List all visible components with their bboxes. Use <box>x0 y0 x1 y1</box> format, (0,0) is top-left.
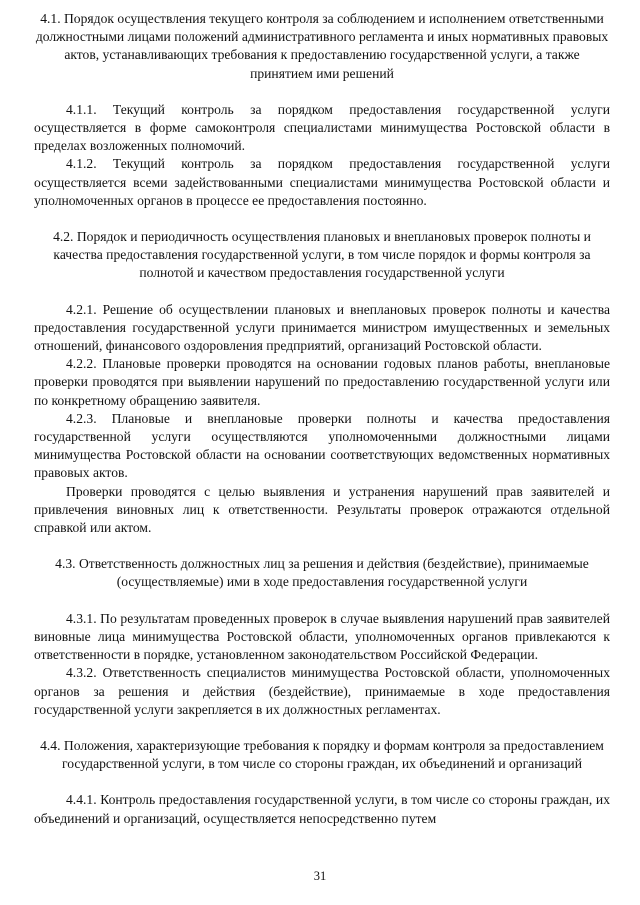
spacer <box>34 210 610 228</box>
paragraph-4-3-2: 4.3.2. Ответственность специалистов минимущества Ростовской области, уполномоченных органов за решения и действия (бездействие), принимаемые в ходе предоставления государственной услуги закрепляется в их должностных регламентах. <box>34 665 610 717</box>
paragraph-4-2-1: 4.2.1. Решение об осуществлении плановых и внеплановых проверок полноты и качества предоставления государственной услуги принимается министром имущественных и земельных отношений, финансового оздоровления предприятий, организаций Ростовской области. <box>34 301 610 354</box>
spacer <box>34 83 610 101</box>
spacer <box>34 283 610 301</box>
spacer <box>34 537 610 555</box>
page-number: 31 <box>313 869 327 883</box>
paragraph-4-3-1: 4.3.1. По результатам проведенных проверок в случае выявления нарушений прав заявителей виновные лица минимущества Ростовской области, уполномоченных органов привлекаются к ответственности в порядке, установленном законодательством Российской Федерации. <box>34 610 610 663</box>
paragraph-4-1-2: 4.1.2. Текущий контроль за порядком предоставления государственной услуги осуществляется всеми задействованными специалистами минимущества Ростовской области и уполномоченных органов в процессе ее предоставления постоянно. <box>34 156 610 208</box>
section-heading-4-3: 4.3. Ответственность должностных лиц за решения и действия (бездействие), принимаемые (осуществляемые) ими в ходе предоставления государственной услуги <box>55 556 589 590</box>
paragraph-4-4-1: 4.4.1. Контроль предоставления государственной услуги, в том числе со стороны граждан, их объединений и организаций, осуществляется непосредственно путем <box>34 792 610 826</box>
spacer <box>34 592 610 610</box>
paragraph-4-2-2: 4.2.2. Плановые проверки проводятся на основании годовых планов работы, внеплановые проверки проводятся при выявлении нарушений по предоставлению государственной услуги или по конкретному обращению заявителя. <box>34 356 610 408</box>
spacer <box>34 773 610 791</box>
section-heading-4-1: 4.1. Порядок осуществления текущего контроля за соблюдением и исполнением ответственными должностными лицами положений административного регламента и иных нормативных правовых актов, устанавливающих требования к предоставлению государственной услуги, а также принятием ими решений <box>35 11 609 81</box>
paragraph-4-2-3: 4.2.3. Плановые и внеплановые проверки полноты и качества предоставления государственной услуги осуществляются уполномоченными должностными лицами минимущества Ростовской области на основании соответствующих ведомственных нормативных правовых актов. <box>34 410 610 481</box>
paragraph-4-2-checks: Проверки проводятся с целью выявления и устранения нарушений прав заявителей и привлечения виновных лиц к ответственности. Результаты проверок отражаются отдельной справкой или актом. <box>34 483 610 536</box>
document-page <box>34 10 610 828</box>
paragraph-4-1-1: 4.1.1. Текущий контроль за порядком предоставления государственной услуги осуществляется в форме самоконтроля специалистами минимущества Ростовской области в пределах возложенных полномочий. <box>34 101 610 154</box>
spacer <box>34 719 610 737</box>
section-heading-4-4: 4.4. Положения, характеризующие требования к порядку и формам контроля за предоставлением государственной услуги, в том числе со стороны граждан, их объединений и организаций <box>40 737 604 772</box>
section-heading-4-2: 4.2. Порядок и периодичность осуществления плановых и внеплановых проверок полноты и качества предоставления государственной услуги, в том числе порядок и формы контроля за полнотой и качеством предоставления государственной услуги <box>53 229 591 281</box>
